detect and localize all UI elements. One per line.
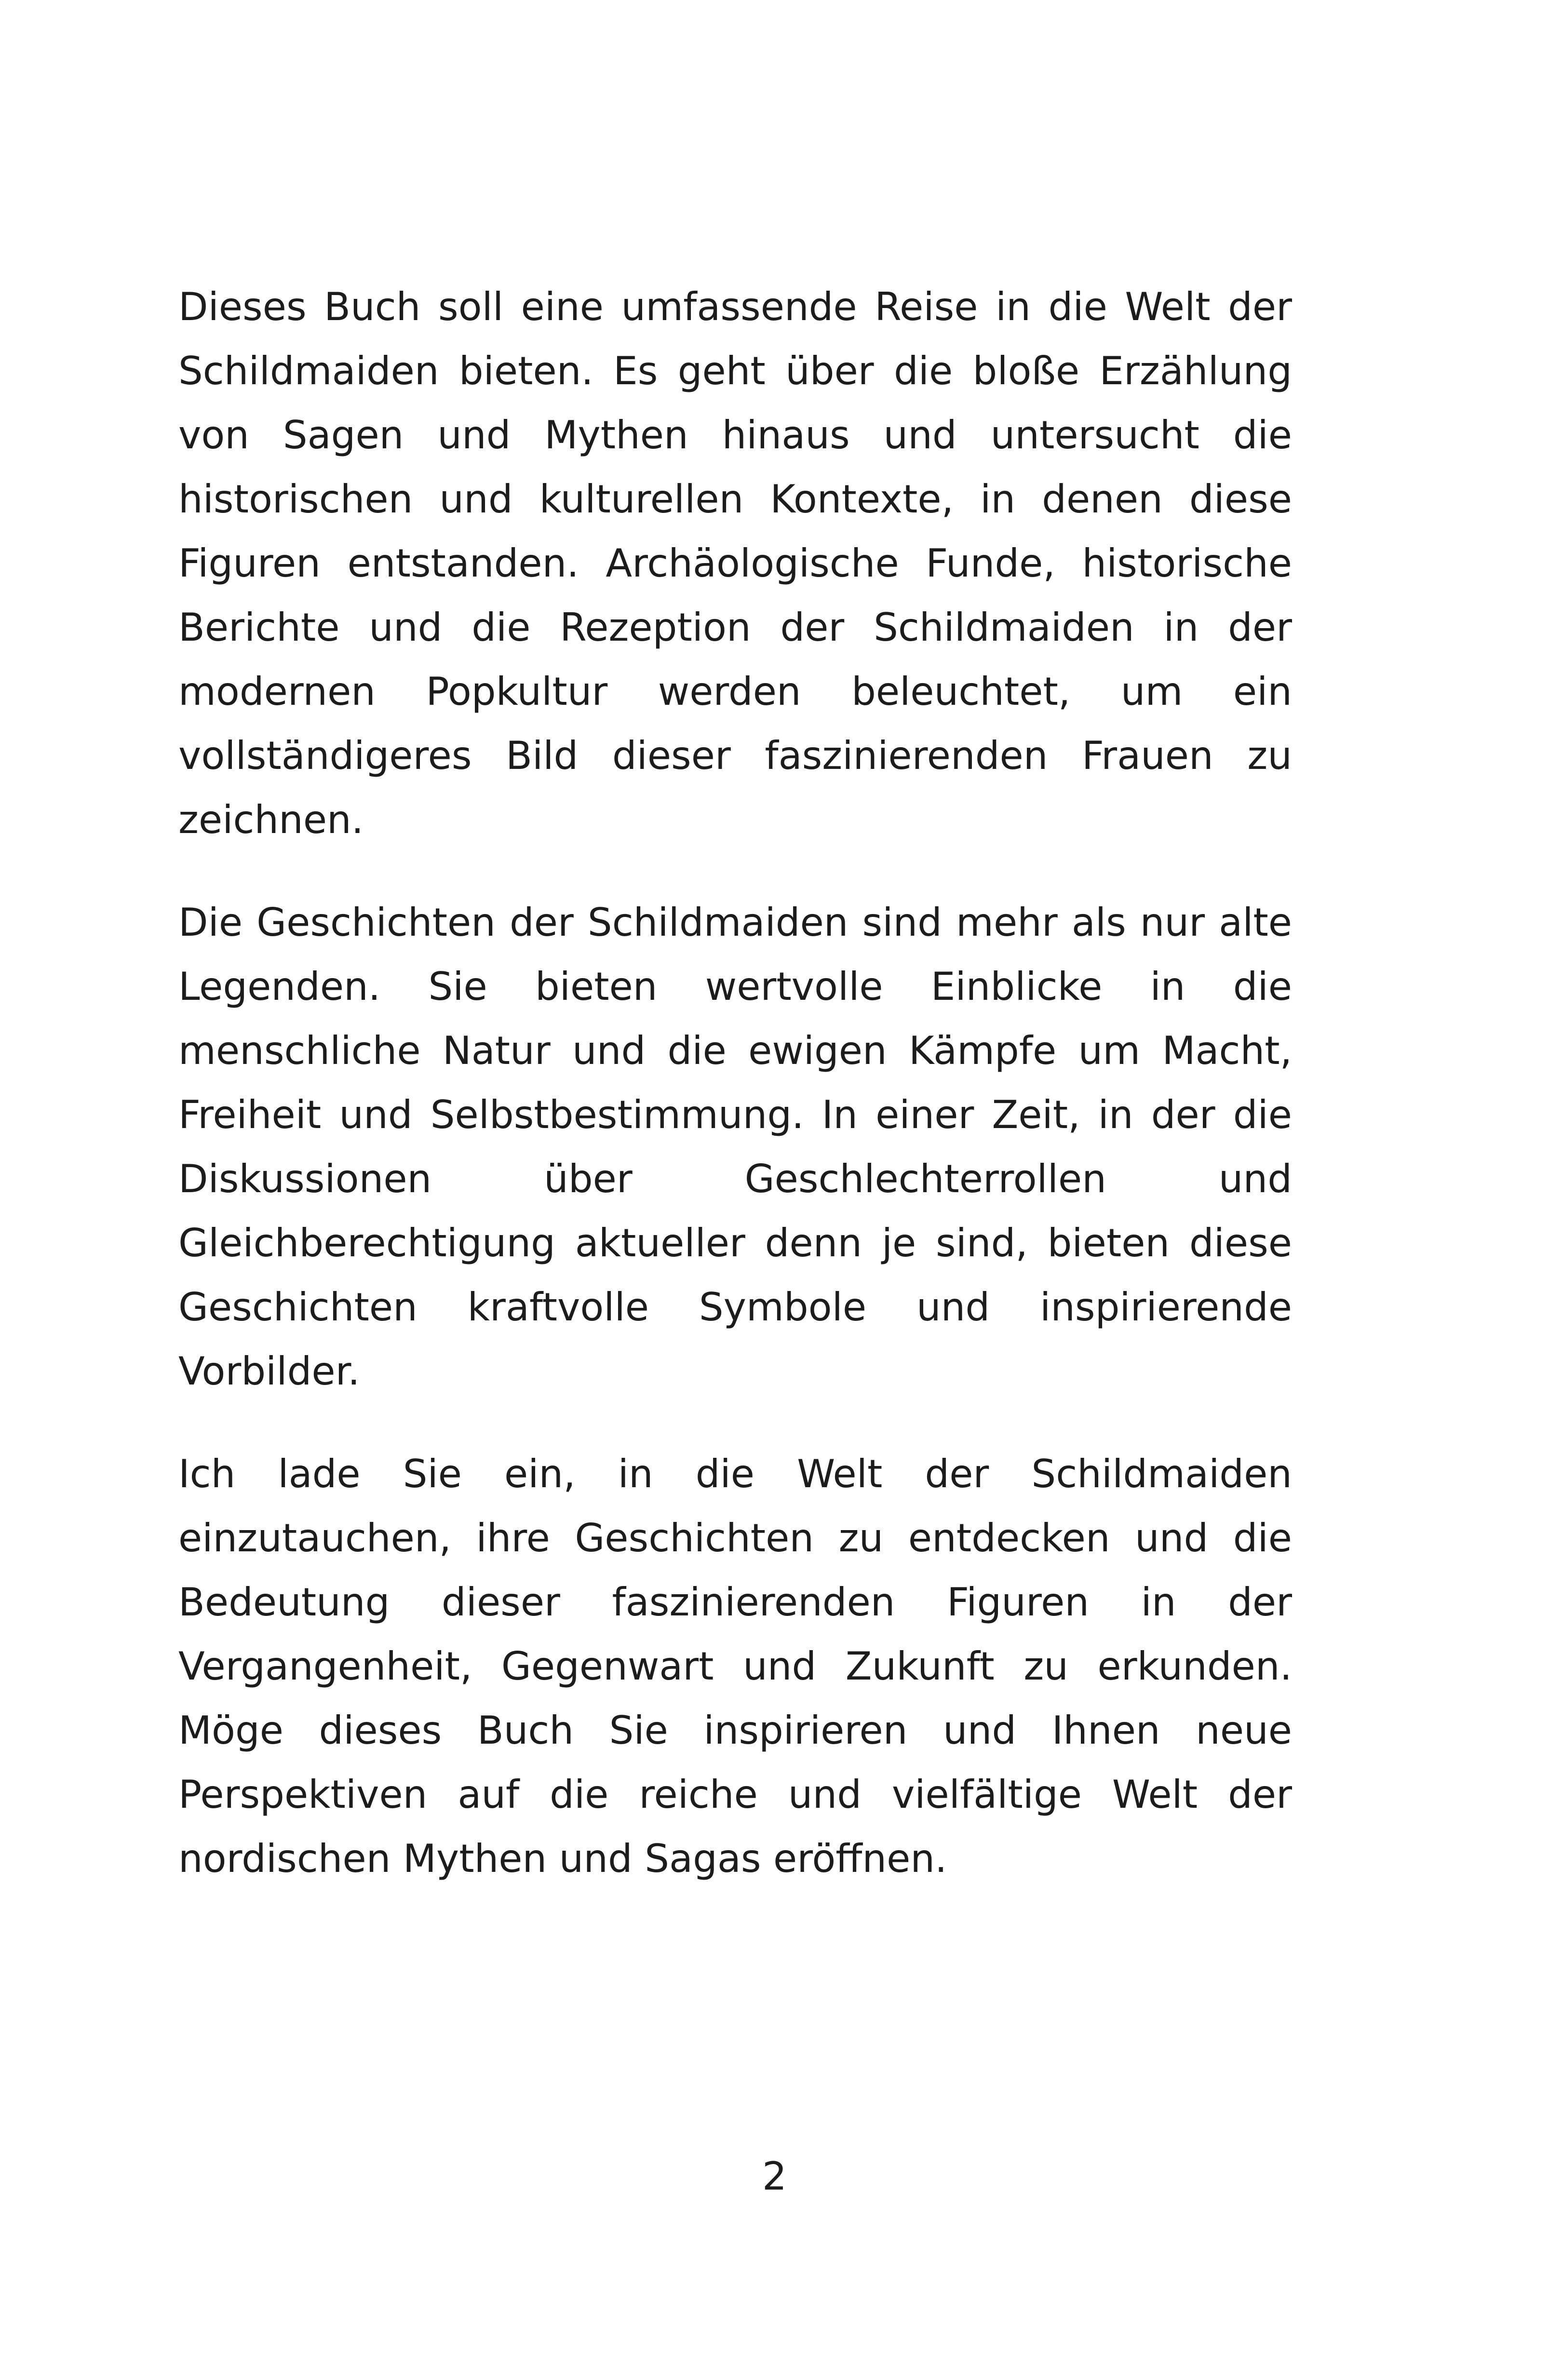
paragraph-2: Die Geschichten der Schildmaiden sind mehr als nur alte Legenden. Sie bieten wertvolle Einblicke in die menschliche Natur und die ewigen Kämpfe um Macht, Freiheit und Selbstbestimmung. In einer Zeit, in der die Diskussionen über Geschlechterrollen und Gleichberechtigung aktueller denn je sind, bieten diese Geschichten kraftvolle Symbole und inspirierende Vorbilder.: [178, 900, 1292, 1394]
page-number: 2: [762, 2154, 787, 2199]
body-text: [178, 275, 1292, 1891]
paragraph-1: Dieses Buch soll eine umfassende Reise in die Welt der Schildmaiden bieten. Es geht über die bloße Erzählung von Sagen und Mythen hinaus und untersucht die historischen und kulturellen Kontexte, in denen diese Figuren entstanden. Archäologische Funde, historische Berichte und die Rezeption der Schildmaiden in der modernen Popkultur werden beleuchtet, um ein vollständigeres Bild dieser faszinierenden Frauen zu zeichnen.: [178, 284, 1292, 842]
paragraph-3: Ich lade Sie ein, in die Welt der Schildmaiden einzutauchen, ihre Geschichten zu entdecken und die Bedeutung dieser faszinierenden Figuren in der Vergangenheit, Gegenwart und Zukunft zu erkunden. Möge dieses Buch Sie inspirieren und Ihnen neue Perspektiven auf die reiche und vielfältige Welt der nordischen Mythen und Sagas eröffnen.: [178, 1452, 1292, 1881]
